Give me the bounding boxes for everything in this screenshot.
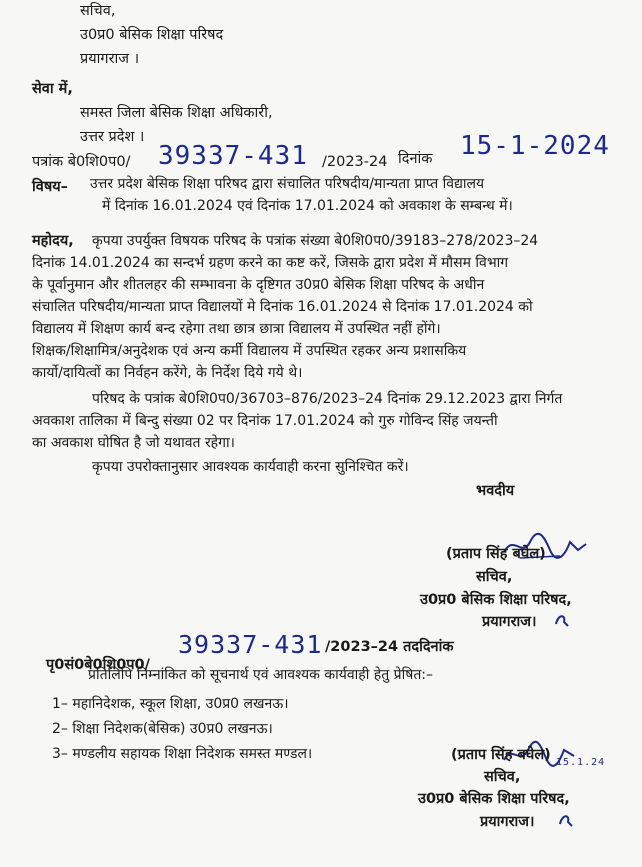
para1-line: दिनांक 14.01.2024 का सन्दर्भ ग्रहण करने का कष्ट करें, जिसके द्वारा प्रदेश में मौसम विभाग — [32, 255, 509, 271]
signature2-name: (प्रताप सिंह बघेल) — [451, 747, 551, 763]
subject-label: विषय– — [32, 179, 68, 195]
endorsement-number-handwritten: 39337-431 — [178, 630, 323, 659]
para1-line: कृपया उपर्युक्त विषयक परिषद के पत्रांक संख्या बे0शि0प0/39183–278/2023–24 — [92, 233, 539, 249]
signature1-city: प्रयागराज। — [482, 614, 537, 630]
subject-line2: में दिनांक 16.01.2024 एवं दिनांक 17.01.2024 को अवकाश के सम्बन्ध में। — [102, 198, 513, 214]
ref-number-handwritten: 39337-431 — [158, 141, 308, 171]
sender-designation: सचिव, — [80, 3, 116, 19]
signature1-name: (प्रताप सिंह बघेल) — [446, 546, 546, 562]
initial-mark-1 — [552, 610, 572, 630]
ref-session: /2023-24 — [322, 154, 388, 170]
para1-line: के पूर्वानुमान और शीतलहर की सम्भावना के दृष्टिगत उ0प्र0 बेसिक शिक्षा परिषद के अधीन — [32, 277, 485, 293]
para1-line: संचालित परिषदीय/मान्यता प्राप्त विद्यालयों मे दिनांक 16.01.2024 से दिनांक 17.01.2024 को — [32, 299, 533, 315]
recipient-state: उत्तर प्रदेश । — [80, 129, 145, 145]
greeting: महोदय, — [32, 233, 74, 249]
para1-line: शिक्षक/शिक्षामित्र/अनुदेशक एवं अन्य कर्मी विद्यालय में उपस्थित रहकर अन्य प्रशासकिय — [32, 343, 467, 359]
para2-line: परिषद के पत्रांक बे0शि0प0/36703–876/2023–24 दिनांक 29.12.2023 द्वारा निर्गत — [92, 391, 563, 407]
signature2-city: प्रयागराज। — [480, 814, 535, 830]
ref-date-label: दिनांक — [398, 151, 433, 167]
endorsement-item: 2– शिक्षा निदेशक(बेसिक) उ0प्र0 लखनऊ। — [52, 721, 273, 737]
signature2-date-handwritten: 15.1.24 — [556, 757, 606, 768]
endorsement-item: 3– मण्डलीय सहायक शिक्षा निदेशक समस्त मण्डल। — [52, 746, 313, 762]
para1-line: विद्यालय में शिक्षण कार्य बन्द रहेगा तथा छात्र छात्रा विद्यालय में उपस्थित नहीं होंगे। — [32, 321, 441, 337]
closing: भवदीय — [476, 483, 515, 499]
signature2-designation: सचिव, — [484, 769, 521, 785]
endorsement-intro: प्रतिलिपि निम्नांकित को सूचनार्थ एवं आवश्यक कार्यवाही हेतु प्रेषित:– — [88, 667, 434, 683]
initial-mark-2 — [556, 810, 576, 830]
para2-line: अवकाश तालिका में बिन्दु संख्या 02 पर दिनांक 17.01.2024 को गुरु गोविन्द सिंह जयन्ती — [32, 413, 498, 429]
para1-line: कार्यो/दायित्वों का निर्वहन करेंगे, के निर्देश दिये गये थे। — [32, 365, 303, 381]
recipient-addressee: समस्त जिला बेसिक शिक्षा अधिकारी, — [80, 105, 273, 121]
endorsement-item: 1– महानिदेशक, स्कूल शिक्षा, उ0प्र0 लखनऊ। — [52, 696, 289, 712]
signature1-designation: सचिव, — [476, 569, 513, 585]
endorsement-session: /2023–24 तददिनांक — [325, 639, 454, 655]
recipient-salutation: सेवा में, — [32, 81, 73, 97]
subject-line1: उत्तर प्रदेश बेसिक शिक्षा परिषद द्वारा संचालित परिषदीय/मान्यता प्राप्त विद्यालय — [90, 176, 485, 192]
sender-city: प्रयागराज । — [80, 51, 140, 67]
sender-org: उ0प्र0 बेसिक शिक्षा परिषद — [80, 27, 224, 43]
ref-prefix: पत्रांक बे0शि0प0/ — [32, 154, 131, 170]
para3: कृपया उपरोक्तानुसार आवश्यक कार्यवाही करना सुनिश्चित करें। — [92, 459, 409, 475]
signature2-org: उ0प्र0 बेसिक शिक्षा परिषद, — [418, 791, 570, 807]
endorsement-prefix: पृ0सं0बे0शि0प0/ — [46, 657, 150, 673]
signature1-org: उ0प्र0 बेसिक शिक्षा परिषद, — [420, 592, 572, 608]
ref-date-handwritten: 15-1-2024 — [460, 131, 610, 161]
para2-line: का अवकाश घोषित है जो यथावत रहेगा। — [32, 435, 235, 451]
